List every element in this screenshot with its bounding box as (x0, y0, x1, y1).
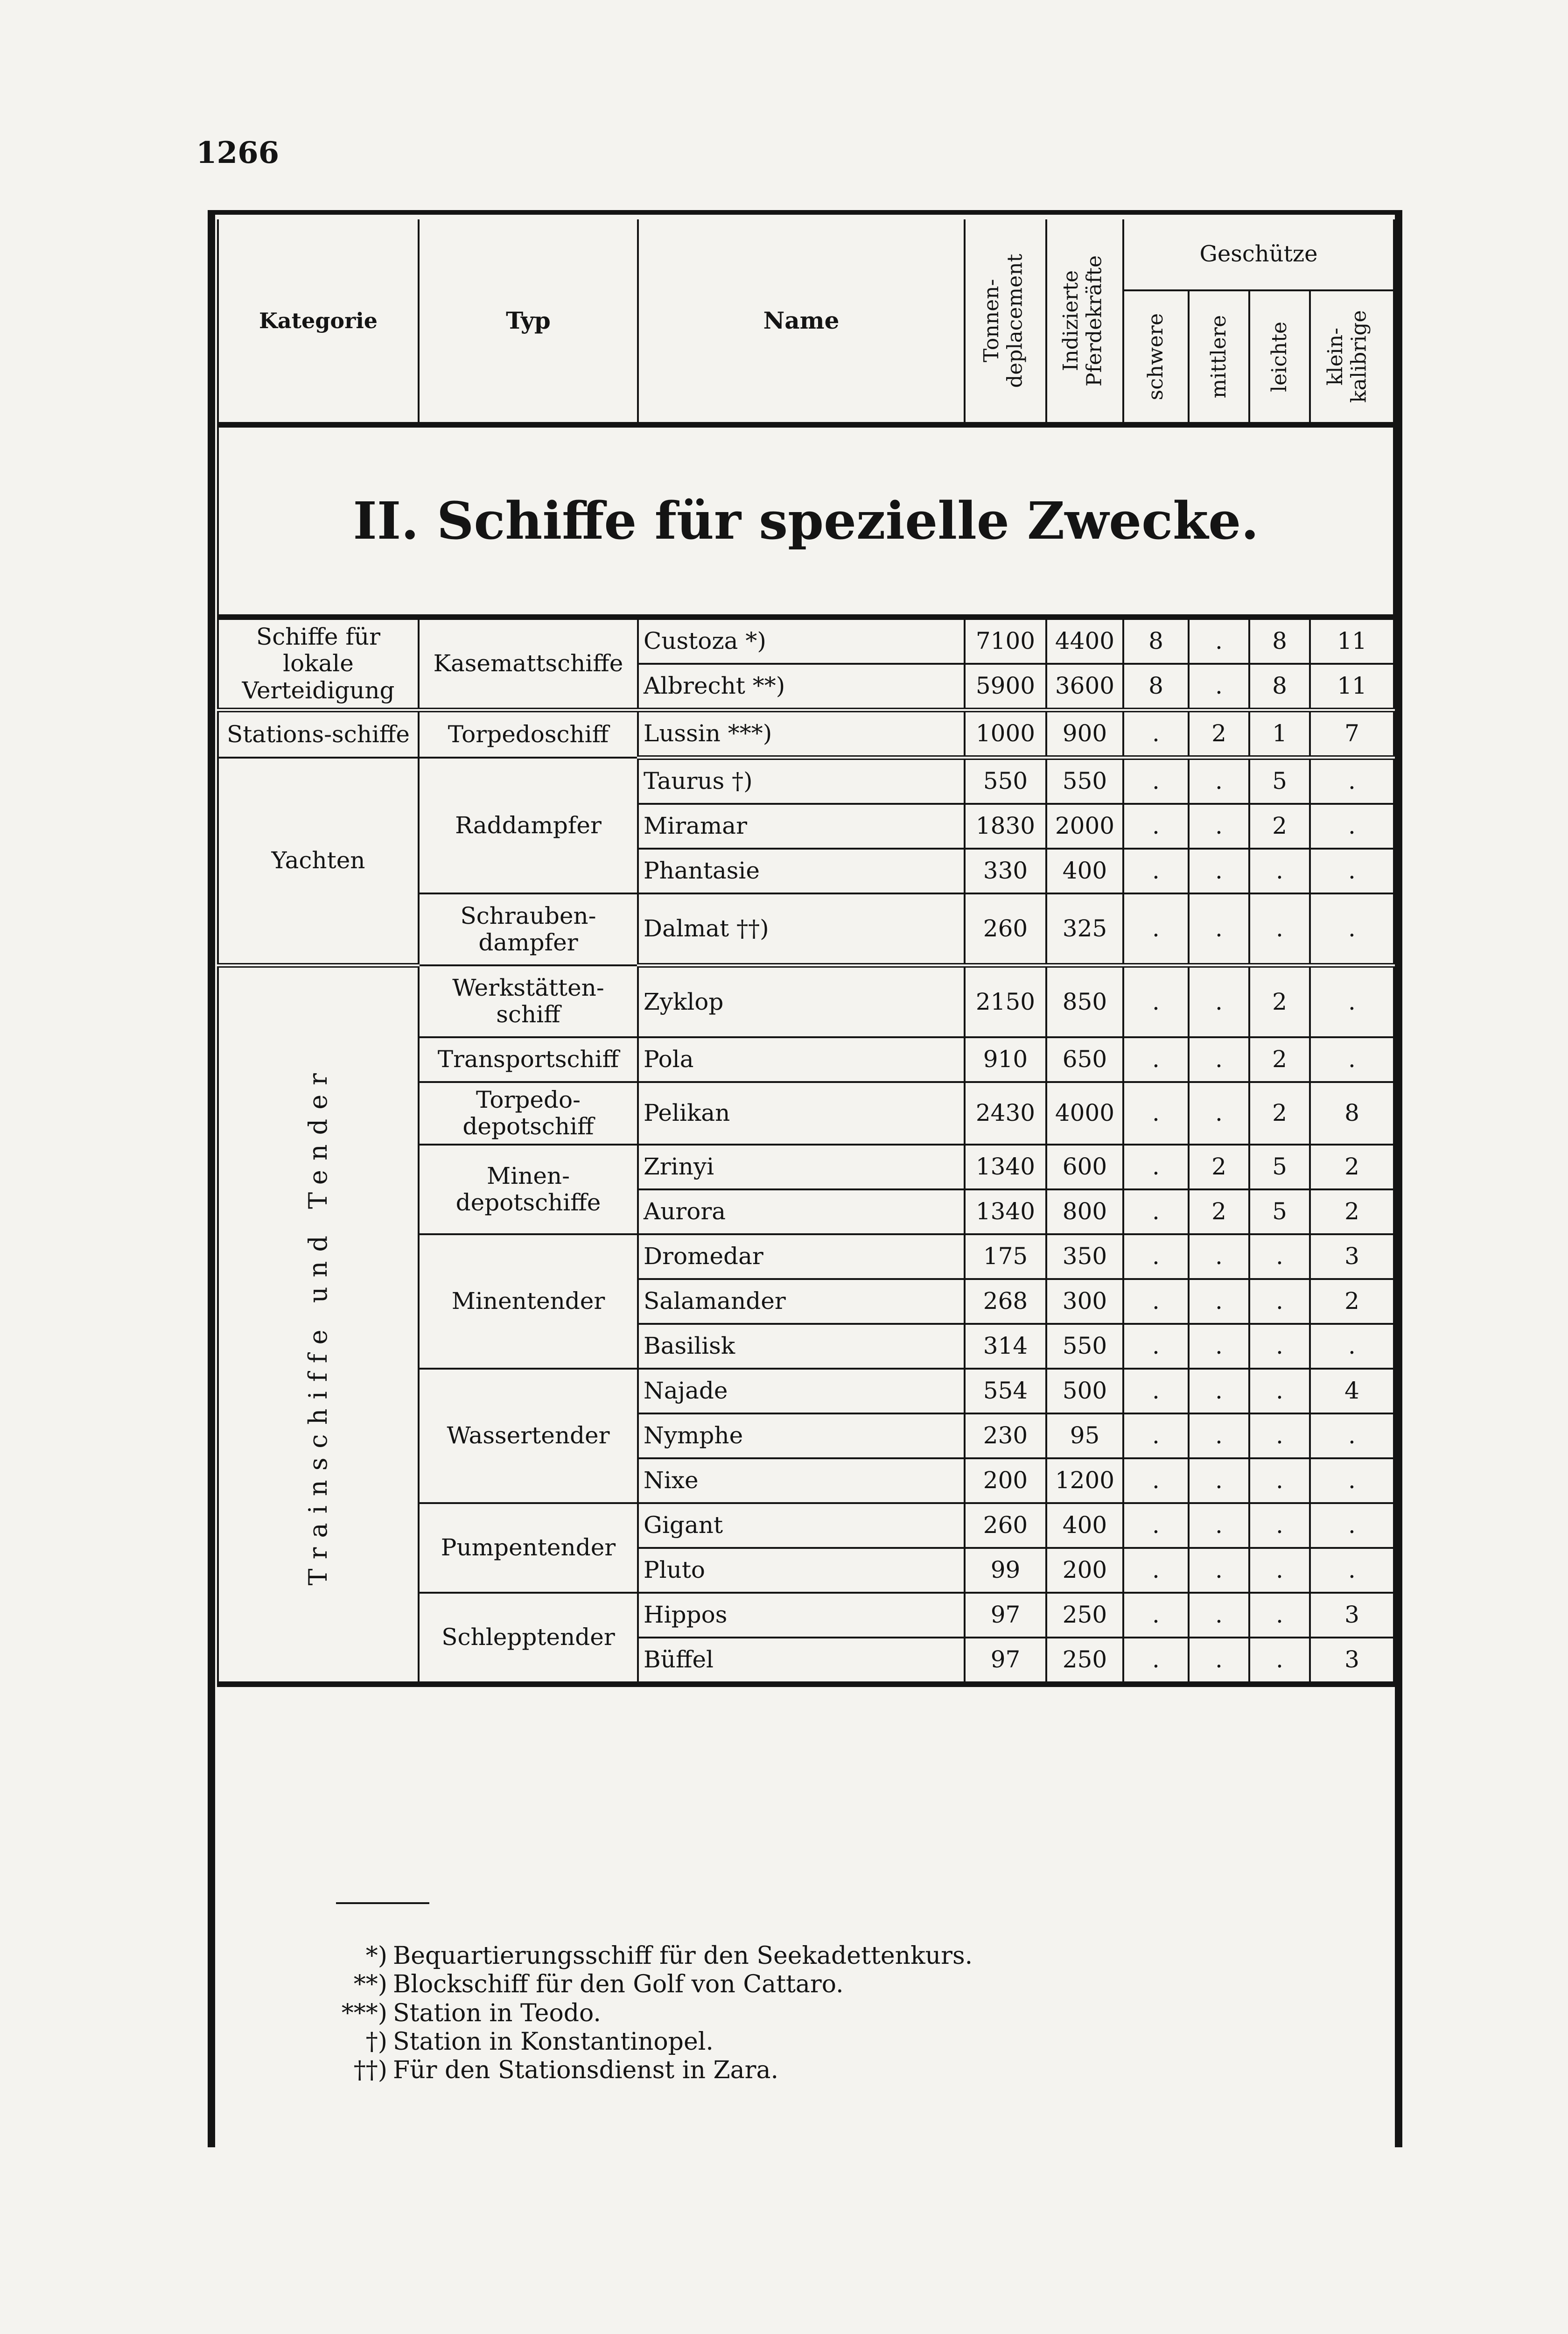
leichte-value: . (1249, 1458, 1310, 1503)
footnote (317, 2056, 973, 2085)
header-schwere (1123, 290, 1189, 422)
pferde-value: 800 (1046, 1189, 1123, 1234)
klein-value: . (1310, 1324, 1394, 1369)
schwere-value: . (1123, 1413, 1189, 1458)
klein-value: 11 (1310, 664, 1394, 710)
klein-value: . (1310, 1413, 1394, 1458)
mittlere-value: 2 (1189, 710, 1249, 758)
leichte-value: . (1249, 1548, 1310, 1593)
tonnen-value: 260 (965, 893, 1046, 965)
leichte-value: 5 (1249, 1145, 1310, 1189)
type-minentender: Minentender (419, 1234, 638, 1369)
tonnen-value: 1000 (965, 710, 1046, 758)
mittlere-value: . (1189, 758, 1249, 804)
ship-name: Albrecht **) (638, 664, 965, 710)
klein-value: 7 (1310, 710, 1394, 758)
leichte-value: 8 (1249, 617, 1310, 664)
tonnen-value: 260 (965, 1503, 1046, 1548)
tonnen-value: 97 (965, 1593, 1046, 1638)
mittlere-value: . (1189, 1324, 1249, 1369)
ship-name: Pluto (638, 1548, 965, 1593)
schwere-value: . (1123, 804, 1189, 849)
leichte-value: . (1249, 893, 1310, 965)
type-schlepp: Schlepptender (419, 1593, 638, 1684)
pferde-value: 550 (1046, 758, 1123, 804)
tonnen-value: 230 (965, 1413, 1046, 1458)
schwere-value: . (1123, 1593, 1189, 1638)
pferde-value: 300 (1046, 1279, 1123, 1324)
schwere-value: . (1123, 1234, 1189, 1279)
schwere-value: . (1123, 893, 1189, 965)
klein-value: . (1310, 758, 1394, 804)
klein-value: 2 (1310, 1145, 1394, 1189)
table-row (218, 758, 1394, 804)
pferde-value: 650 (1046, 1037, 1123, 1082)
leichte-value: . (1249, 1413, 1310, 1458)
leichte-value: 8 (1249, 664, 1310, 710)
header-name: Name (638, 219, 965, 422)
mittlere-value: . (1189, 1413, 1249, 1458)
klein-value: . (1310, 893, 1394, 965)
footnote-text: Station in Teodo. (393, 1999, 601, 2027)
mittlere-value: . (1189, 1234, 1249, 1279)
mittlere-value: . (1189, 1638, 1249, 1684)
type-torpedodepot: Torpedo-depotschiff (419, 1082, 638, 1145)
schwere-value: . (1123, 1458, 1189, 1503)
pferde-value: 95 (1046, 1413, 1123, 1458)
leichte-value: . (1249, 1503, 1310, 1548)
tonnen-value: 910 (965, 1037, 1046, 1082)
schwere-value: 8 (1123, 664, 1189, 710)
ship-name: Basilisk (638, 1324, 965, 1369)
mittlere-value: 2 (1189, 1145, 1249, 1189)
ship-name: Dalmat ††) (638, 893, 965, 965)
pferde-value: 1200 (1046, 1458, 1123, 1503)
table-row (218, 710, 1394, 758)
header-pferde (1046, 219, 1123, 422)
schwere-value: . (1123, 1324, 1189, 1369)
ship-name: Pelikan (638, 1082, 965, 1145)
pferde-value: 400 (1046, 849, 1123, 893)
leichte-value: 2 (1249, 965, 1310, 1037)
schwere-value: . (1123, 1548, 1189, 1593)
header-leichte (1249, 290, 1310, 422)
type-wasser: Wassertender (419, 1369, 638, 1503)
ship-name: Nixe (638, 1458, 965, 1503)
leichte-value: . (1249, 1324, 1310, 1369)
footnote-text: Bequartierungsschiff für den Seekadettenkurs. (393, 1942, 973, 1970)
schwere-value: . (1123, 1145, 1189, 1189)
pferde-value: 250 (1046, 1638, 1123, 1684)
mittlere-value: . (1189, 849, 1249, 893)
klein-value: 4 (1310, 1369, 1394, 1413)
type-pumpen: Pumpentender (419, 1503, 638, 1593)
pferde-value: 4400 (1046, 617, 1123, 664)
tonnen-value: 175 (965, 1234, 1046, 1279)
tonnen-value: 7100 (965, 617, 1046, 664)
header-schwere-label: schwere (1143, 313, 1168, 401)
schwere-value: . (1123, 965, 1189, 1037)
ship-name: Taurus †) (638, 758, 965, 804)
ship-name: Gigant (638, 1503, 965, 1548)
schwere-value: . (1123, 1037, 1189, 1082)
tonnen-value: 5900 (965, 664, 1046, 710)
tonnen-value: 1340 (965, 1145, 1046, 1189)
mittlere-value: . (1189, 804, 1249, 849)
tonnen-value: 1340 (965, 1189, 1046, 1234)
footnote (317, 1999, 973, 2028)
header-kleinkalibrige (1310, 290, 1394, 422)
footnote-mark: ***) (341, 1999, 387, 2027)
tonnen-value: 2150 (965, 965, 1046, 1037)
pferde-value: 900 (1046, 710, 1123, 758)
tonnen-value: 2430 (965, 1082, 1046, 1145)
schwere-value: . (1123, 849, 1189, 893)
footnote-text: Blockschiff für den Golf von Cattaro. (393, 1970, 844, 1999)
pferde-value: 400 (1046, 1503, 1123, 1548)
leichte-value: 2 (1249, 804, 1310, 849)
ship-name: Zrinyi (638, 1145, 965, 1189)
mittlere-value: . (1189, 1369, 1249, 1413)
klein-value: 2 (1310, 1189, 1394, 1234)
tonnen-value: 330 (965, 849, 1046, 893)
category-lokale: Schiffe für lokale Verteidigung (218, 617, 419, 710)
klein-value: 8 (1310, 1082, 1394, 1145)
footnote (317, 2028, 973, 2056)
ship-name: Miramar (638, 804, 965, 849)
ship-name: Zyklop (638, 965, 965, 1037)
footnote-mark: *) (365, 1942, 387, 1970)
header-kleinkalibrige-label: klein-kalibrige (1323, 310, 1371, 403)
mittlere-value: . (1189, 1503, 1249, 1548)
klein-value: 2 (1310, 1279, 1394, 1324)
category-stations: Stations-schiffe (218, 710, 419, 758)
klein-value: . (1310, 1548, 1394, 1593)
ship-name: Phantasie (638, 849, 965, 893)
pferde-value: 3600 (1046, 664, 1123, 710)
category-train-label: Trainschiffe und Tender (303, 1063, 333, 1586)
category-train (218, 965, 419, 1684)
mittlere-value: . (1189, 1082, 1249, 1145)
header-tonnen (965, 219, 1046, 422)
leichte-value: 2 (1249, 1082, 1310, 1145)
footnote-rule (336, 1902, 429, 1904)
pferde-value: 2000 (1046, 804, 1123, 849)
klein-value: 3 (1310, 1593, 1394, 1638)
schwere-value: . (1123, 1638, 1189, 1684)
category-yachten: Yachten (218, 758, 419, 965)
footnote-mark: ††) (353, 2056, 387, 2085)
pferde-value: 600 (1046, 1145, 1123, 1189)
schwere-value: . (1123, 1279, 1189, 1324)
leichte-value: 5 (1249, 758, 1310, 804)
footnote-mark: **) (353, 1970, 387, 1999)
mittlere-value: . (1189, 664, 1249, 710)
header-geschuetze: Geschütze (1123, 219, 1394, 290)
pferde-value: 325 (1046, 893, 1123, 965)
klein-value: 11 (1310, 617, 1394, 664)
type-schrauben: Schrauben-dampfer (419, 893, 638, 965)
type-transport: Transportschiff (419, 1037, 638, 1082)
pferde-value: 200 (1046, 1548, 1123, 1593)
ship-name: Hippos (638, 1593, 965, 1638)
pferde-value: 550 (1046, 1324, 1123, 1369)
tonnen-value: 554 (965, 1369, 1046, 1413)
schwere-value: . (1123, 758, 1189, 804)
type-raddampfer: Raddampfer (419, 758, 638, 893)
mittlere-value: . (1189, 1548, 1249, 1593)
type-minendepot: Minen-depotschiffe (419, 1145, 638, 1234)
ship-name: Najade (638, 1369, 965, 1413)
header-kategorie: Kategorie (218, 219, 419, 422)
header-tonnen-label: Tonnen-deplacement (979, 253, 1027, 388)
klein-value: . (1310, 849, 1394, 893)
klein-value: . (1310, 965, 1394, 1037)
tonnen-value: 314 (965, 1324, 1046, 1369)
header-mittlere (1189, 290, 1249, 422)
header-leichte-label: leichte (1267, 321, 1291, 392)
footnote (317, 1970, 973, 1999)
table-row (218, 965, 1394, 1037)
ship-name: Dromedar (638, 1234, 965, 1279)
type-werkstaetten: Werkstätten-schiff (419, 965, 638, 1037)
table-row (218, 617, 1394, 664)
ship-name: Büffel (638, 1638, 965, 1684)
schwere-value: . (1123, 1503, 1189, 1548)
ship-name: Aurora (638, 1189, 965, 1234)
footnotes (317, 1942, 973, 2085)
header-pferde-label: Indizierte Pferdekräfte (1058, 255, 1106, 387)
header-mittlere-label: mittlere (1206, 315, 1231, 399)
tonnen-value: 1830 (965, 804, 1046, 849)
schwere-value: . (1123, 1369, 1189, 1413)
footnote-text: Für den Stationsdienst in Zara. (393, 2056, 779, 2085)
mittlere-value: . (1189, 893, 1249, 965)
pferde-value: 350 (1046, 1234, 1123, 1279)
klein-value: 3 (1310, 1638, 1394, 1684)
ship-name: Salamander (638, 1279, 965, 1324)
klein-value: . (1310, 804, 1394, 849)
leichte-value: . (1249, 1369, 1310, 1413)
mittlere-value: . (1189, 1458, 1249, 1503)
tonnen-value: 268 (965, 1279, 1046, 1324)
footnote-mark: †) (365, 2028, 387, 2056)
type-kasematt: Kasemattschiffe (419, 617, 638, 710)
leichte-value: . (1249, 1593, 1310, 1638)
klein-value: . (1310, 1037, 1394, 1082)
ships-table (217, 219, 1395, 1687)
mittlere-value: 2 (1189, 1189, 1249, 1234)
section-title-cell (218, 425, 1394, 617)
ship-name: Nymphe (638, 1413, 965, 1458)
ship-name: Lussin ***) (638, 710, 965, 758)
schwere-value: . (1123, 710, 1189, 758)
ship-name: Custoza *) (638, 617, 965, 664)
type-torpedo: Torpedoschiff (419, 710, 638, 758)
footnote (317, 1942, 973, 1970)
leichte-value: . (1249, 849, 1310, 893)
schwere-value: . (1123, 1082, 1189, 1145)
schwere-value: 8 (1123, 617, 1189, 664)
tonnen-value: 99 (965, 1548, 1046, 1593)
leichte-value: . (1249, 1638, 1310, 1684)
klein-value: 3 (1310, 1234, 1394, 1279)
mittlere-value: . (1189, 1037, 1249, 1082)
tonnen-value: 550 (965, 758, 1046, 804)
pferde-value: 250 (1046, 1593, 1123, 1638)
mittlere-value: . (1189, 617, 1249, 664)
mittlere-value: . (1189, 1279, 1249, 1324)
leichte-value: . (1249, 1234, 1310, 1279)
leichte-value: 1 (1249, 710, 1310, 758)
tonnen-value: 97 (965, 1638, 1046, 1684)
klein-value: . (1310, 1458, 1394, 1503)
mittlere-value: . (1189, 965, 1249, 1037)
pferde-value: 850 (1046, 965, 1123, 1037)
header-typ: Typ (419, 219, 638, 422)
page-number: 1266 (196, 135, 280, 170)
schwere-value: . (1123, 1189, 1189, 1234)
leichte-value: 5 (1249, 1189, 1310, 1234)
ship-name: Pola (638, 1037, 965, 1082)
mittlere-value: . (1189, 1593, 1249, 1638)
pferde-value: 4000 (1046, 1082, 1123, 1145)
klein-value: . (1310, 1503, 1394, 1548)
tonnen-value: 200 (965, 1458, 1046, 1503)
section-title: II. Schiffe für spezielle Zwecke. (353, 490, 1259, 551)
footnote-text: Station in Konstantinopel. (393, 2028, 714, 2056)
pferde-value: 500 (1046, 1369, 1123, 1413)
leichte-value: 2 (1249, 1037, 1310, 1082)
leichte-value: . (1249, 1279, 1310, 1324)
